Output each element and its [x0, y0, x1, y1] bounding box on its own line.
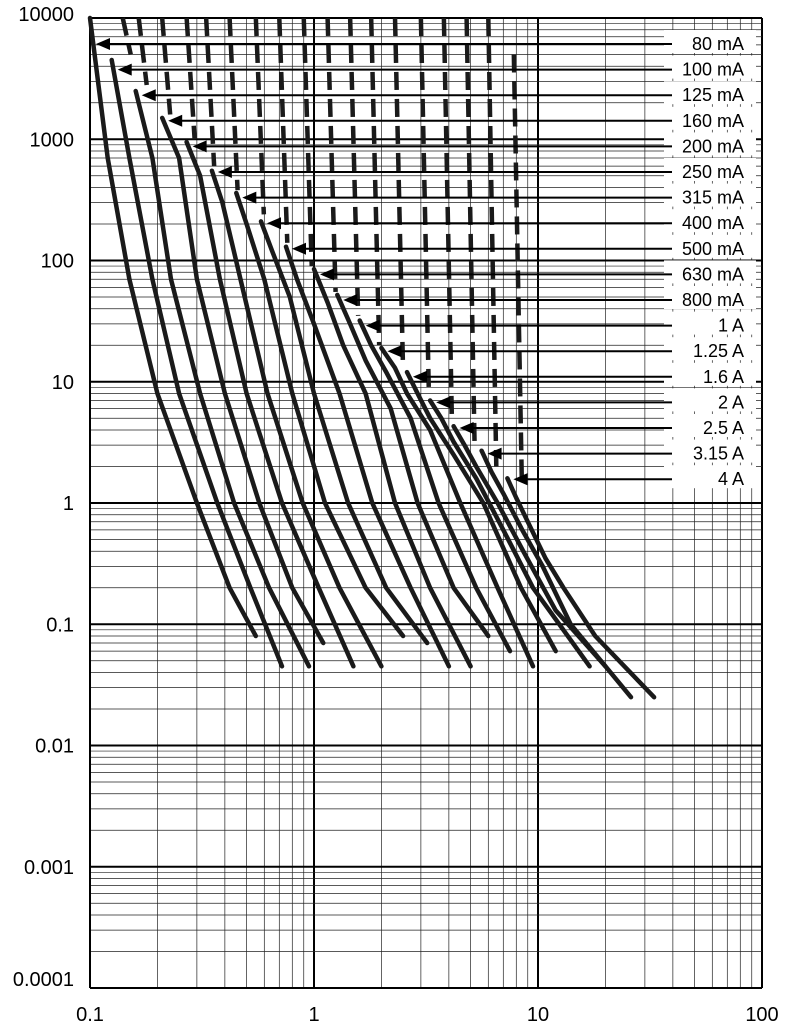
upper-dashed-segments [123, 18, 522, 482]
legend-arrowhead [436, 396, 450, 408]
upper-curve-segment [488, 18, 496, 467]
legend-arrowhead [292, 243, 306, 255]
y-tick-label: 10 [51, 371, 74, 394]
upper-curve-segment [350, 18, 358, 316]
upper-curve-segment [279, 18, 287, 243]
legend-arrowhead [96, 38, 110, 50]
legend-label-200-mA: 200 mA [681, 136, 744, 157]
y-tick-label: 0.001 [23, 856, 74, 879]
x-tick-label: 0.1 [76, 1004, 104, 1026]
y-tick-label: 0.0001 [12, 969, 74, 991]
legend-arrowhead [193, 140, 207, 152]
legend-label-125-mA: 125 mA [681, 85, 744, 106]
upper-curve-segment [139, 18, 147, 85]
y-tick-label: 1000 [29, 129, 74, 152]
upper-curve-segment [444, 18, 452, 418]
y-tick-label: 100 [40, 250, 74, 273]
legend-arrowhead [168, 115, 182, 127]
upper-curve-segment [371, 18, 379, 345]
legend-label-80-mA: 80 mA [691, 34, 744, 54]
legend-label-400-mA: 400 mA [681, 213, 744, 234]
legend-label-1-A: 1 A [717, 315, 744, 336]
legend-label-1-6-A: 1.6 A [702, 366, 744, 387]
legend-label-630-mA: 630 mA [681, 264, 744, 285]
y-tick-label: 10000 [18, 4, 74, 26]
upper-curve-segment [514, 54, 522, 481]
legend-label-1-25-A: 1.25 A [692, 341, 744, 362]
upper-curve-segment [304, 18, 312, 266]
x-tick-label: 1 [308, 1004, 320, 1026]
legend-arrowhead [387, 345, 401, 357]
series-curve [407, 372, 556, 651]
legend-label-3-15-A: 3.15 A [692, 443, 744, 464]
legend-label-2-A: 2 A [717, 392, 744, 413]
legend-arrowhead [460, 422, 474, 434]
upper-curve-segment [328, 18, 336, 292]
x-tick-label: 10 [526, 1004, 550, 1026]
legend-label-315-mA: 315 mA [681, 187, 744, 208]
legend-arrowhead [320, 268, 334, 280]
legend-label-800-mA: 800 mA [681, 290, 744, 310]
y-tick-label: 0.01 [35, 735, 74, 758]
x-tick-label: 100 [745, 1004, 779, 1026]
legend-arrowhead [267, 217, 281, 229]
legend-label-250-mA: 250 mA [681, 162, 744, 182]
legend-label-2-5-A: 2.5 A [702, 418, 744, 438]
legend-label-100-mA: 100 mA [681, 59, 744, 80]
legend-arrowhead [242, 192, 256, 204]
series-curve [261, 221, 427, 643]
legend-label-160-mA: 160 mA [681, 110, 744, 131]
legend-label-500-mA: 500 mA [681, 238, 744, 259]
legend-arrowhead [142, 89, 156, 101]
upper-curve-segment [421, 18, 429, 394]
upper-curve-segment [256, 18, 264, 214]
y-tick-label: 1 [62, 493, 74, 515]
legend-arrowhead [366, 320, 380, 332]
y-tick-label: 0.1 [46, 614, 74, 637]
upper-curve-segment [206, 18, 214, 166]
legend-arrowhead [343, 294, 357, 306]
legend-label-4-A: 4 A [717, 469, 744, 490]
legend-arrowhead [118, 64, 132, 76]
